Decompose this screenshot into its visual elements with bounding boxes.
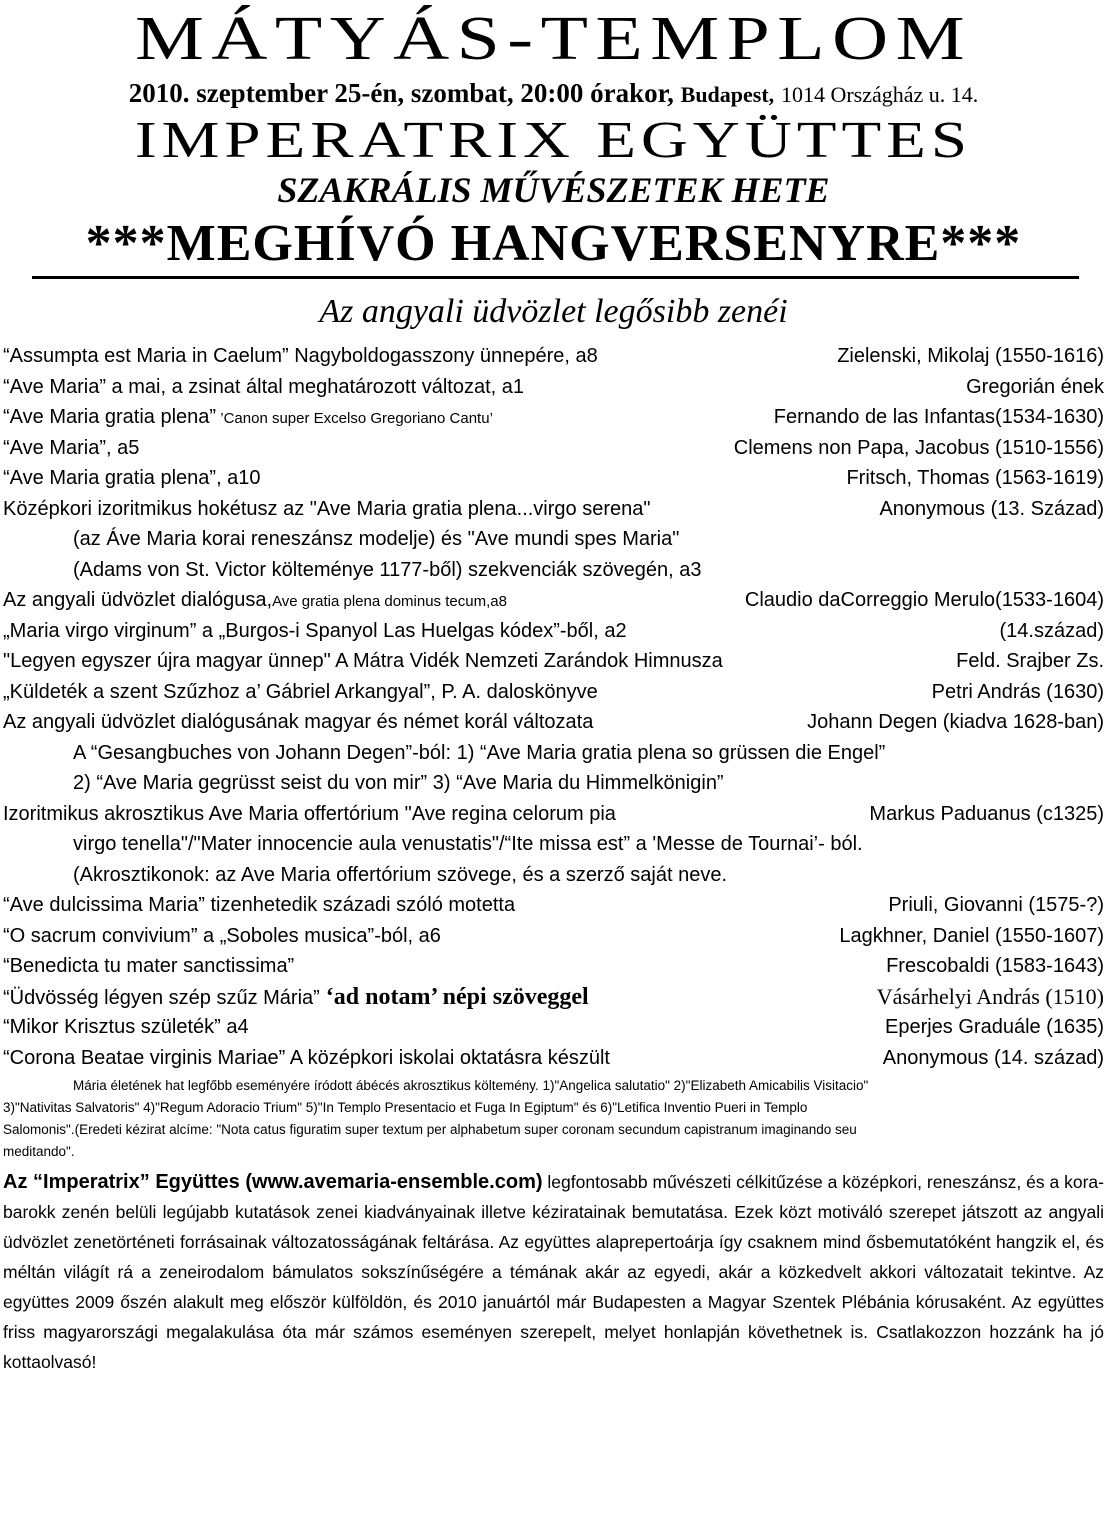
work-title: “Mikor Krisztus születék” a4: [3, 1016, 249, 1038]
program-item: [0, 646, 1107, 677]
program-item: [0, 738, 1107, 769]
work-title: “Benedicta tu mater sanctissima”: [3, 955, 295, 977]
program-item-composer: Anonymous (13. Század): [879, 497, 1104, 520]
program-item-composer: Johann Degen (kiadva 1628-ban): [807, 711, 1104, 733]
program-item: [0, 677, 1107, 708]
work-title: “Corona Beatae virginis Mariae” A középkori iskolai oktatásra készült: [3, 1046, 610, 1069]
program-item-continuation: 2) “Ave Maria gegrüsst seist du von mir” 3) “Ave Maria du Himmelkönigin”: [73, 772, 724, 794]
work-subtitle: ‘ad notam’ népi szöveggel: [319, 983, 589, 1010]
program-item-composer: Markus Paduanus (c1325): [869, 802, 1104, 825]
program-item-composer: Fritsch, Thomas (1563-1619): [846, 467, 1104, 489]
program-item-composer: Petri András (1630): [931, 680, 1104, 703]
city: Budapest,: [680, 82, 775, 107]
program-item-composer: Eperjes Graduále (1635): [884, 1016, 1104, 1038]
program-item-work: [3, 372, 524, 403]
program-item: [0, 829, 1107, 860]
work-title: “Ave Maria gratia plena”, a10: [3, 467, 261, 489]
program-item: [0, 890, 1107, 921]
program-item: [0, 799, 1107, 830]
poster-header: [0, 5, 1107, 337]
program-item-composer: Anonymous (14. század): [882, 1046, 1104, 1069]
program-item: [0, 433, 1107, 464]
program-item-work: [3, 494, 650, 525]
work-title: Az angyali üdvözlet dialógusának magyar és német korál változata: [3, 711, 594, 733]
program-item-work: [3, 890, 515, 921]
work-subtitle: Ave gratia plena dominus tecum,a8: [272, 593, 507, 610]
concert-subtitle: Az angyali üdvözlet legősibb zenéi: [319, 293, 788, 330]
festival-title: SZAKRÁLIS MŰVÉSZETEK HETE: [277, 170, 830, 210]
program-item: [0, 372, 1107, 403]
program-item-work: [3, 707, 593, 738]
program-item-work: [3, 677, 598, 708]
program-item-work: [3, 341, 598, 372]
program-item: [0, 951, 1107, 982]
work-title: Izoritmikus akrosztikus Ave Maria offertórium "Ave regina celorum pia: [3, 802, 616, 825]
note-line: meditando".: [3, 1144, 75, 1159]
about-ensemble: [0, 1167, 1107, 1377]
program-item: [0, 341, 1107, 372]
program-item: [0, 921, 1107, 952]
program-item-work: [3, 646, 723, 677]
work-title: “Assumpta est Maria in Caelum” Nagyboldogasszony ünnepére, a8: [3, 345, 598, 367]
program-item: [0, 707, 1107, 738]
program-item: [0, 982, 1107, 1013]
program-item: [0, 768, 1107, 799]
program-item-composer: Gregorián ének: [966, 375, 1104, 398]
program-item: [0, 555, 1107, 586]
program-item-work: [3, 1043, 610, 1074]
program-item-work: [3, 951, 294, 982]
program-item-work: [3, 433, 139, 464]
work-title: “Ave dulcissima Maria” tizenhetedik századi szóló motetta: [3, 894, 516, 916]
note-line: Mária életének hat legfőbb eseményére íródott ábécés akrosztikus költemény. 1)"Angelica salutatio" 2)"Elizabeth Amicabilis Visitacio": [73, 1078, 869, 1093]
ensemble-title: IMPERATRIX EGYÜTTES: [134, 112, 973, 169]
program-item: [0, 463, 1107, 494]
program-item-work: [3, 585, 507, 616]
program-item-composer: Feld. Srajber Zs.: [956, 650, 1104, 672]
program-item: [0, 494, 1107, 525]
program-item-continuation: virgo tenella"/"Mater innocencie aula venustatis"/“Ite missa est” a 'Messe de Tournai’- ból.: [73, 833, 863, 855]
program-item: [0, 585, 1107, 616]
work-title: Középkori izoritmikus hokétusz az "Ave Maria gratia plena...virgo serena": [3, 497, 651, 520]
work-title: “O sacrum convivium” a „Soboles musica”-ból, a6: [3, 924, 441, 947]
program-item-work: [3, 921, 441, 952]
program-item: [0, 860, 1107, 891]
date-line: [0, 76, 1107, 112]
program-item-composer: Frescobaldi (1583-1643): [886, 955, 1104, 977]
program-item: [0, 1012, 1107, 1043]
work-title: „Maria virgo virginum” a „Burgos-i Spanyol Las Huelgas kódex”-ből, a2: [3, 619, 627, 642]
program-item-composer: Claudio daCorreggio Merulo(1533-1604): [744, 589, 1104, 611]
work-title: “Üdvösség légyen szép szűz Mária”: [3, 986, 320, 1009]
program-item: [0, 616, 1107, 647]
note-line: 3)"Nativitas Salvatoris" 4)"Regum Adoracio Trium" 5)"In Templo Presentacio et Fuga In Egiptum" és 6)"Letifica Inventio Pueri in Templo: [3, 1100, 808, 1115]
note-line: Salomonis".(Eredeti kézirat alcíme: "Nota catus figuratim super textum per alphabetum super coronam secundum capistranum imaginando seu: [3, 1122, 857, 1137]
program-item-composer: Clemens non Papa, Jacobus (1510-1556): [733, 436, 1104, 459]
program-item: [0, 524, 1107, 555]
program-item-composer: (14.század): [999, 619, 1104, 642]
program-item-work: [3, 463, 261, 494]
address: 1014 Országház u. 14.: [780, 82, 979, 107]
program-item-composer: Vásárhelyi András (1510): [876, 983, 1104, 1009]
work-title: “Ave Maria gratia plena”: [3, 406, 217, 428]
program-list: [0, 341, 1107, 1073]
invitation-title: ***MEGHÍVÓ HANGVERSENYRE***: [85, 215, 1022, 272]
work-title: “Ave Maria” a mai, a zsinat által meghatározott változat, a1: [3, 375, 524, 398]
program-item-work: [3, 1012, 249, 1043]
program-item-composer: Fernando de las Infantas(1534-1630): [773, 406, 1104, 428]
work-subtitle: ’Canon super Excelso Gregoriano Cantu’: [216, 410, 493, 427]
venue-title: MÁTYÁS-TEMPLOM: [135, 5, 972, 73]
about-text: legfontosabb művészeti célkitűzése a középkori, reneszánsz, és a kora-barokk zenén belüli legújabb kutatások zenei kiadványainak illetve kéziratainak bemutatása. Ezek közt motiváló szerepet játszott az angyali üdvözlet zenetörténeti forrásainak változatosságának feltárása. Az együttes alaprepertoárja így csaknem mind ősbemutatóként hangzik el, és méltán világít rá a zeneirodalom bámulatos sokszínűségére a témának akár az egyedi, akár a közkedvelt akkori változatait tekintve. Az együttes 2009 őszén alakult meg először külföldön, és 2010 januártól már Budapesten a Magyar Szentek Plébánia kórusaként. Az együttes friss magyarországi megalakulása óta már számos eseményen szerepelt, melyet honlapján követhetnek is. Csatlakozzon hozzánk ha jó kottaolvasó!: [3, 1172, 1104, 1372]
program-item-work: [3, 402, 493, 433]
date-time: 2010. szeptember 25-én, szombat, 20:00 órakor,: [128, 78, 674, 108]
program-item-continuation: A “Gesangbuches von Johann Degen”-ból: 1) “Ave Maria gratia plena so grüssen die Engel”: [73, 741, 886, 764]
program-item: [0, 1043, 1107, 1074]
program-item-continuation: (Akrosztikonok: az Ave Maria offertórium szövege, és a szerző saját neve.: [73, 863, 728, 886]
work-title: „Küldeték a szent Szűzhoz a’ Gábriel Arkangyal”, P. A. daloskönyve: [3, 680, 598, 703]
program-item-work: [3, 982, 589, 1013]
work-title: “Ave Maria”, a5: [3, 436, 140, 459]
program-note: [0, 1075, 1107, 1163]
program-item-composer: Priuli, Giovanni (1575-?): [888, 894, 1104, 916]
program-item-composer: Zielenski, Mikolaj (1550-1616): [837, 345, 1104, 367]
program-item-work: [3, 616, 627, 647]
program-item-continuation: (Adams von St. Victor költeménye 1177-ből) szekvenciák szövegén, a3: [73, 558, 702, 581]
program-item-work: [3, 799, 616, 830]
program-item: [0, 402, 1107, 433]
divider: [32, 276, 1079, 279]
work-title: "Legyen egyszer újra magyar ünnep" A Mátra Vidék Nemzeti Zarándok Himnusza: [3, 650, 723, 672]
about-lead: Az “Imperatrix” Együttes (www.avemaria-ensemble.com): [3, 1171, 543, 1193]
work-title: Az angyali üdvözlet dialógusa,: [3, 589, 273, 611]
program-item-composer: Lagkhner, Daniel (1550-1607): [839, 924, 1104, 947]
program-item-continuation: (az Áve Maria korai reneszánsz modelje) és "Ave mundi spes Maria": [73, 528, 680, 550]
